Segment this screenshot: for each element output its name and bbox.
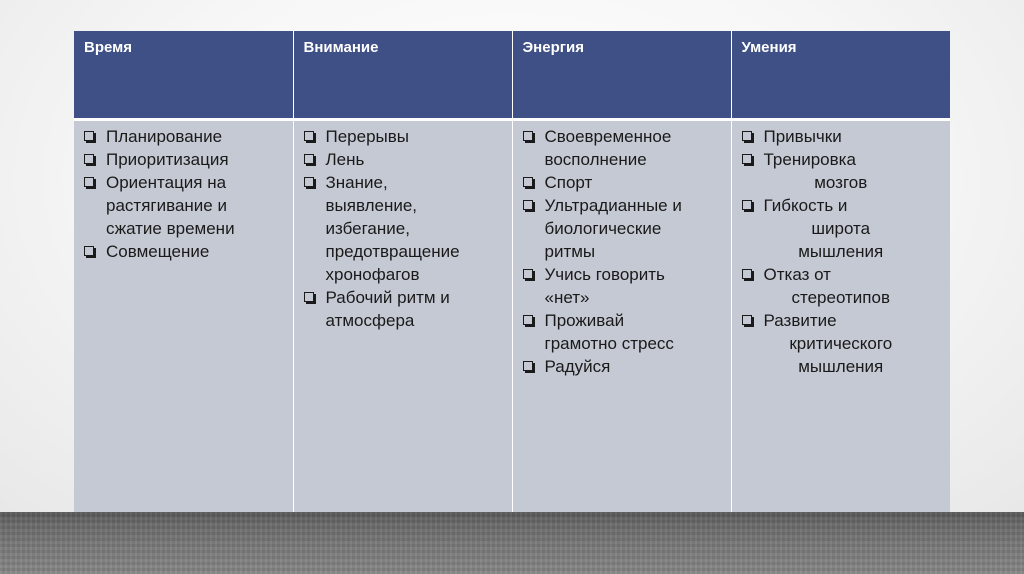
list-item-text: выявление, bbox=[325, 195, 418, 215]
list-item-text: мышления bbox=[798, 241, 884, 261]
list-item bbox=[740, 125, 943, 148]
list-item bbox=[521, 263, 723, 309]
checkbox-square-icon bbox=[742, 200, 752, 210]
list-item-text: Приоритизация bbox=[106, 149, 229, 169]
checkbox-square-icon bbox=[304, 177, 314, 187]
header-cell-skills: Умения bbox=[731, 31, 950, 119]
list-item-text: Ориентация на bbox=[106, 172, 227, 192]
floor-texture bbox=[0, 512, 1024, 574]
list-item-text: Своевременное bbox=[544, 126, 672, 146]
checkbox-square-icon bbox=[742, 269, 752, 279]
list-item-text: атмосфера bbox=[325, 310, 415, 330]
list-item bbox=[302, 286, 504, 332]
checkbox-square-icon bbox=[523, 177, 533, 187]
list-item-text: Ультрадианные и bbox=[544, 195, 682, 215]
checkbox-square-icon bbox=[523, 200, 533, 210]
list-item-text: мышления bbox=[798, 356, 884, 376]
column-skills bbox=[731, 119, 950, 513]
list-item-text: Гибкость и bbox=[763, 195, 848, 215]
list-item-text: Привычки bbox=[763, 126, 842, 146]
list-item-text: Перерывы bbox=[325, 126, 410, 146]
list-item-text: Развитие bbox=[763, 310, 837, 330]
list-time bbox=[82, 125, 285, 263]
column-energy bbox=[512, 119, 731, 513]
list-item bbox=[82, 148, 285, 171]
list-item-text: хронофагов bbox=[325, 264, 420, 284]
list-item-text: Спорт bbox=[544, 172, 593, 192]
list-item-text: Совмещение bbox=[106, 241, 210, 261]
list-item-text: восполнение bbox=[544, 149, 647, 169]
checkbox-square-icon bbox=[304, 131, 314, 141]
checkbox-square-icon bbox=[523, 269, 533, 279]
checkbox-square-icon bbox=[742, 131, 752, 141]
header-cell-attention: Внимание bbox=[293, 31, 512, 119]
list-item bbox=[740, 148, 943, 194]
list-item-text: ритмы bbox=[544, 241, 596, 261]
list-item bbox=[302, 171, 504, 286]
list-item-text: широта bbox=[811, 218, 871, 238]
list-item-text: критического bbox=[789, 333, 893, 353]
list-item-text: растягивание и bbox=[106, 195, 227, 215]
list-item-text: Планирование bbox=[106, 126, 223, 146]
list-item bbox=[521, 194, 723, 263]
list-item bbox=[521, 171, 723, 194]
comparison-table bbox=[74, 31, 950, 513]
list-item bbox=[740, 309, 943, 378]
checkbox-square-icon bbox=[742, 315, 752, 325]
list-item bbox=[302, 148, 504, 171]
list-item bbox=[82, 125, 285, 148]
list-item bbox=[521, 355, 723, 378]
checkbox-square-icon bbox=[523, 131, 533, 141]
list-item-text: Отказ от bbox=[763, 264, 831, 284]
list-item bbox=[740, 194, 943, 263]
list-item-text: «нет» bbox=[544, 287, 590, 307]
list-item bbox=[521, 309, 723, 355]
header-row bbox=[74, 31, 950, 119]
list-energy bbox=[521, 125, 723, 378]
checkbox-square-icon bbox=[523, 361, 533, 371]
list-item-text: Лень bbox=[325, 149, 365, 169]
list-item-text: предотвращение bbox=[325, 241, 460, 261]
list-item bbox=[740, 263, 943, 309]
list-item bbox=[521, 125, 723, 171]
list-item-text: избегание, bbox=[325, 218, 410, 238]
body-row bbox=[74, 119, 950, 513]
list-item-text: Рабочий ритм и bbox=[325, 287, 450, 307]
list-item-text: грамотно стресс bbox=[544, 333, 674, 353]
list-item bbox=[302, 125, 504, 148]
list-item bbox=[82, 240, 285, 263]
checkbox-square-icon bbox=[304, 292, 314, 302]
floor bbox=[0, 512, 1024, 574]
checkbox-square-icon bbox=[84, 154, 94, 164]
list-item-text: сжатие времени bbox=[106, 218, 235, 238]
checkbox-square-icon bbox=[84, 177, 94, 187]
list-item-text: Радуйся bbox=[544, 356, 611, 376]
checkbox-square-icon bbox=[84, 131, 94, 141]
list-skills bbox=[740, 125, 943, 378]
header-cell-time: Время bbox=[74, 31, 293, 119]
list-item-text: Знание, bbox=[325, 172, 388, 192]
list-item-text: Тренировка bbox=[763, 149, 856, 169]
list-attention bbox=[302, 125, 504, 332]
list-item-text: биологические bbox=[544, 218, 662, 238]
column-time bbox=[74, 119, 293, 513]
header-cell-energy: Энергия bbox=[512, 31, 731, 119]
list-item-text: стереотипов bbox=[791, 287, 890, 307]
list-item-text: Учись говорить bbox=[544, 264, 665, 284]
column-attention bbox=[293, 119, 512, 513]
checkbox-square-icon bbox=[304, 154, 314, 164]
checkbox-square-icon bbox=[742, 154, 752, 164]
checkbox-square-icon bbox=[84, 246, 94, 256]
list-item-text: Проживай bbox=[544, 310, 625, 330]
checkbox-square-icon bbox=[523, 315, 533, 325]
list-item bbox=[82, 171, 285, 240]
list-item-text: мозгов bbox=[814, 172, 868, 192]
